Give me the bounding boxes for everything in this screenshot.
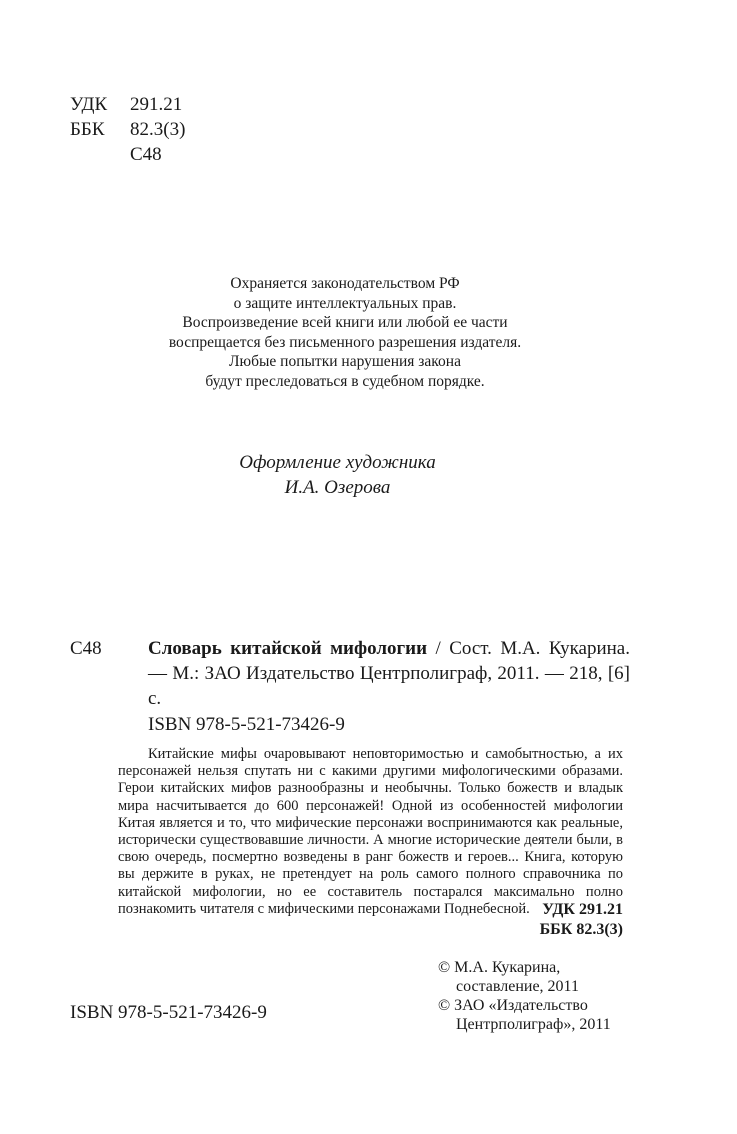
legal-notice (130, 274, 560, 391)
legal-line: о защите интеллектуальных прав. (233, 294, 457, 312)
udk-value: 291.21 (130, 94, 183, 115)
copyright-block (438, 958, 638, 1034)
classification-codes (70, 92, 185, 167)
copyright-compiler: © М.А. Кукарина, составление, 2011 (438, 959, 579, 995)
bbk-value: 82.3(3) (130, 119, 186, 140)
artist-credit-label: Оформление художника (239, 452, 436, 473)
legal-line: будут преследоваться в судебном порядке. (205, 372, 485, 390)
legal-line: Охраняется законодательством РФ (230, 275, 460, 292)
bbk-label: ББК (70, 119, 105, 140)
legal-line: Воспроизведение всей книги или любой ее части (182, 314, 508, 331)
udk-label: УДК (70, 94, 108, 115)
bbk-row (70, 117, 185, 142)
catalog-text (148, 636, 630, 711)
udk-row (70, 92, 185, 117)
bbk-bold: ББК 82.3(3) (539, 921, 623, 938)
artist-name: И.А. Озерова (284, 477, 391, 498)
legal-line: воспрещается без письменного разрешения издателя. (168, 333, 522, 351)
author-mark: С48 (130, 144, 162, 165)
isbn-entry: ISBN 978-5-521-73426-9 (148, 714, 345, 735)
udk-bold: УДК 291.21 (542, 901, 623, 918)
catalog-details: / Сост. М.А. Кукарина. — М.: ЗАО Издательство Центрполиграф, 2011. — 218, [6] с. (148, 638, 630, 709)
book-title: Словарь китайской мифологии (148, 638, 428, 659)
catalog-code: С48 (70, 638, 102, 659)
isbn-bottom: ISBN 978-5-521-73426-9 (70, 1002, 267, 1023)
copyright-publisher: © ЗАО «Издательство Центрполиграф», 2011 (438, 997, 611, 1033)
classification-codes-bold (540, 900, 623, 940)
annotation: Китайские мифы очаровывают неповторимостью и самобытностью, а их персонажей нельзя спутать ни с какими другими мифологическими образами. Герои китайских мифов разнообразны и необычны. Только божеств и владык мира насчитывается до 600 персонажей! Одной из особенностей мифологии Китая является и то, что мифические персонажи воспринимаются как реальные, исторически существовавшие личности. А многие исторические деятели были, в свою очередь, посмертно возведены в ранг божеств и героев... Книга, которую вы держите в руках, не претендует на роль самого полного справочника по китайской мифологии, но ее составитель постарался максимально полно познакомить читателя с мифическими персонажами Поднебесной. (118, 746, 623, 917)
artist-credit (170, 450, 505, 500)
legal-line: Любые попытки нарушения закона (229, 353, 461, 370)
